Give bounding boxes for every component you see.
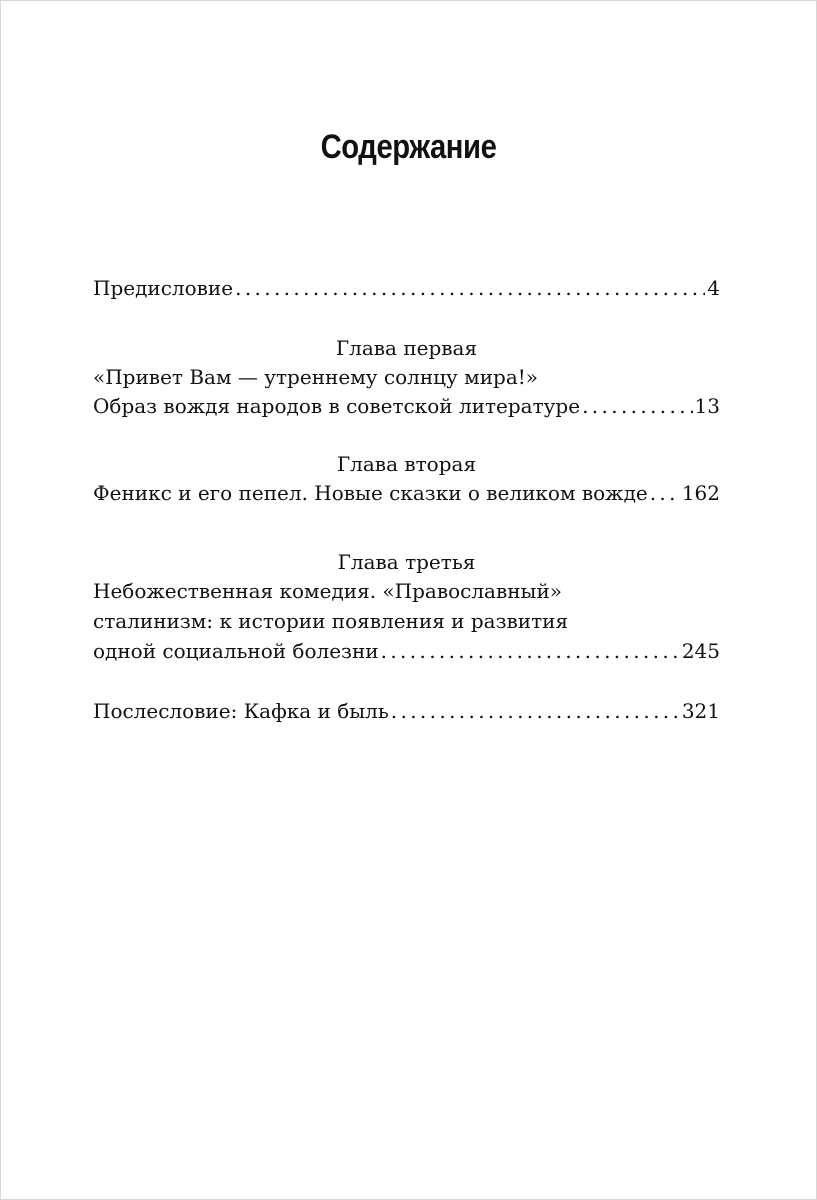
toc-entry-chapter1-line1[interactable]: «Привет Вам — утреннему солнцу мира!» <box>93 365 539 389</box>
toc-entry-afterword[interactable] <box>93 696 720 726</box>
toc-page-number: 4 <box>707 276 720 300</box>
toc-entry-chapter3-line1[interactable]: Небожественная комедия. «Православный» <box>93 579 563 603</box>
dot-leader <box>235 273 705 303</box>
dot-leader <box>582 391 692 421</box>
toc-entry-label: одной социальной болезни <box>93 639 379 663</box>
dot-leader <box>650 478 680 508</box>
toc-entry-chapter2[interactable] <box>93 478 720 508</box>
dot-leader <box>381 636 680 666</box>
toc-entry-label: Образ вождя народов в советской литературе <box>93 394 581 418</box>
toc-page-number: 162 <box>681 481 720 505</box>
toc-entry-label: Предисловие <box>93 276 234 300</box>
toc-page-number: 245 <box>681 639 720 663</box>
toc-page-number: 13 <box>694 394 720 418</box>
toc-entry-preface[interactable] <box>93 273 720 303</box>
dot-leader <box>391 696 680 726</box>
toc-entry-label: Послесловие: Кафка и быль <box>93 699 389 723</box>
toc-page-number: 321 <box>681 699 720 723</box>
toc-entry-chapter1[interactable] <box>93 391 720 421</box>
chapter-heading-1: Глава первая <box>335 336 478 360</box>
toc-entry-label: Феникс и его пепел. Новые сказки о великом вожде <box>93 481 648 505</box>
toc-entry-chapter3[interactable] <box>93 636 720 666</box>
page-title: Содержание <box>320 128 497 166</box>
chapter-heading-2: Глава вторая <box>336 452 477 476</box>
chapter-heading-3: Глава третья <box>337 550 476 574</box>
toc-entry-chapter3-line2[interactable]: сталинизм: к истории появления и развития <box>93 609 569 633</box>
